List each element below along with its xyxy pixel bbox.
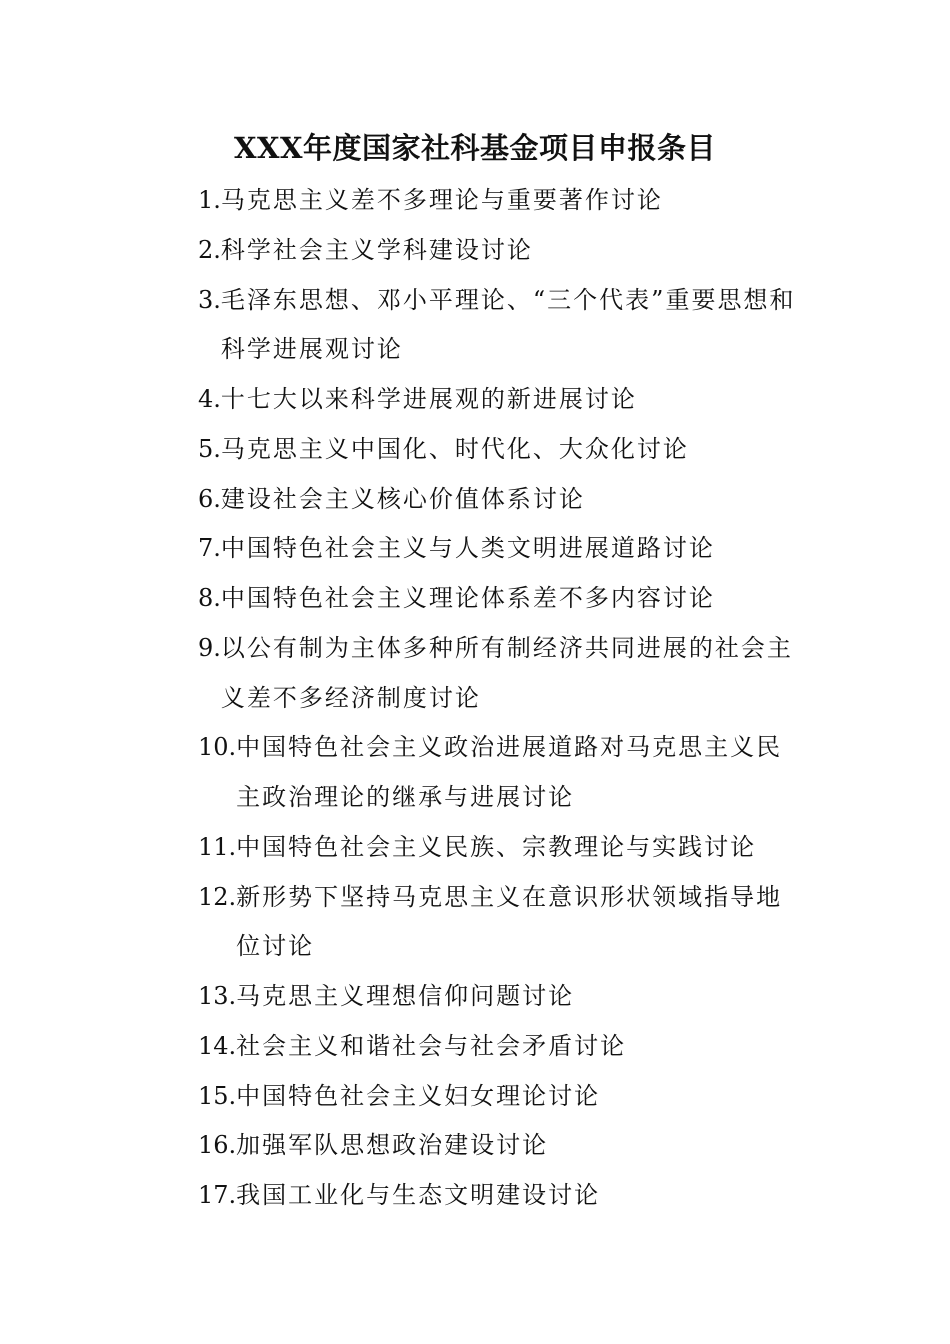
item-number: 16.: [198, 1131, 237, 1160]
list-item: [198, 873, 808, 973]
item-text: 以公有制为主体多种所有制经济共同进展的社会主义差不多经济制度讨论: [220, 633, 793, 712]
list-item: [198, 276, 808, 376]
list-item: [198, 1121, 808, 1171]
list-item: [198, 226, 808, 276]
list-item: [198, 723, 808, 823]
item-text: 马克思主义差不多理论与重要著作讨论: [220, 186, 663, 214]
topic-list: [198, 176, 808, 1221]
item-number: 7.: [198, 534, 221, 563]
list-item: [198, 1171, 808, 1221]
item-number: 8.: [198, 584, 221, 612]
list-item: [198, 972, 808, 1022]
list-item: [198, 1022, 808, 1072]
item-number: 13.: [198, 982, 237, 1010]
item-number: 11.: [198, 832, 237, 861]
item-text: 毛泽东思想、邓小平理论、“三个代表”重要思想和科学进展观讨论: [220, 285, 796, 364]
list-item: [198, 1072, 808, 1122]
item-text: 马克思主义中国化、时代化、大众化讨论: [220, 434, 689, 463]
item-number: 12.: [198, 882, 237, 911]
list-item: [198, 176, 808, 226]
item-number: 5.: [198, 434, 221, 463]
item-number: 6.: [198, 484, 221, 513]
list-item: [198, 624, 808, 724]
item-number: 9.: [198, 633, 221, 662]
item-number: 17.: [198, 1181, 237, 1209]
item-text: 中国特色社会主义民族、宗教理论与实践讨论: [236, 832, 757, 861]
item-text: 我国工业化与生态文明建设讨论: [236, 1181, 601, 1209]
item-number: 14.: [198, 1031, 237, 1060]
list-item: [198, 823, 808, 873]
item-number: 15.: [198, 1081, 237, 1110]
item-text: 建设社会主义核心价值体系讨论: [220, 484, 585, 513]
item-number: 10.: [198, 733, 237, 762]
item-number: 2.: [198, 235, 221, 264]
item-text: 中国特色社会主义与人类文明进展道路讨论: [220, 534, 715, 563]
item-text: 中国特色社会主义理论体系差不多内容讨论: [220, 584, 715, 612]
item-text: 加强军队思想政治建设讨论: [236, 1131, 549, 1160]
item-number: 3.: [198, 285, 221, 314]
item-text: 马克思主义理想信仰问题讨论: [236, 982, 575, 1010]
document-title: XXX年度国家社科基金项目申报条目: [233, 131, 716, 165]
item-text: 社会主义和谐社会与社会矛盾讨论: [236, 1031, 627, 1060]
item-number: 4.: [198, 385, 221, 413]
item-text: 中国特色社会主义妇女理论讨论: [236, 1081, 601, 1110]
item-text: 中国特色社会主义政治进展道路对马克思主义民主政治理论的继承与进展讨论: [236, 733, 783, 811]
item-text: 科学社会主义学科建设讨论: [220, 235, 533, 264]
item-text: 十七大以来科学进展观的新进展讨论: [220, 385, 637, 413]
item-text: 新形势下坚持马克思主义在意识形状领域指导地位讨论: [236, 882, 783, 961]
list-item: [198, 574, 808, 624]
item-number: 1.: [198, 186, 221, 214]
list-item: [198, 375, 808, 425]
list-item: [198, 524, 808, 574]
list-item: [198, 475, 808, 525]
list-item: [198, 425, 808, 475]
